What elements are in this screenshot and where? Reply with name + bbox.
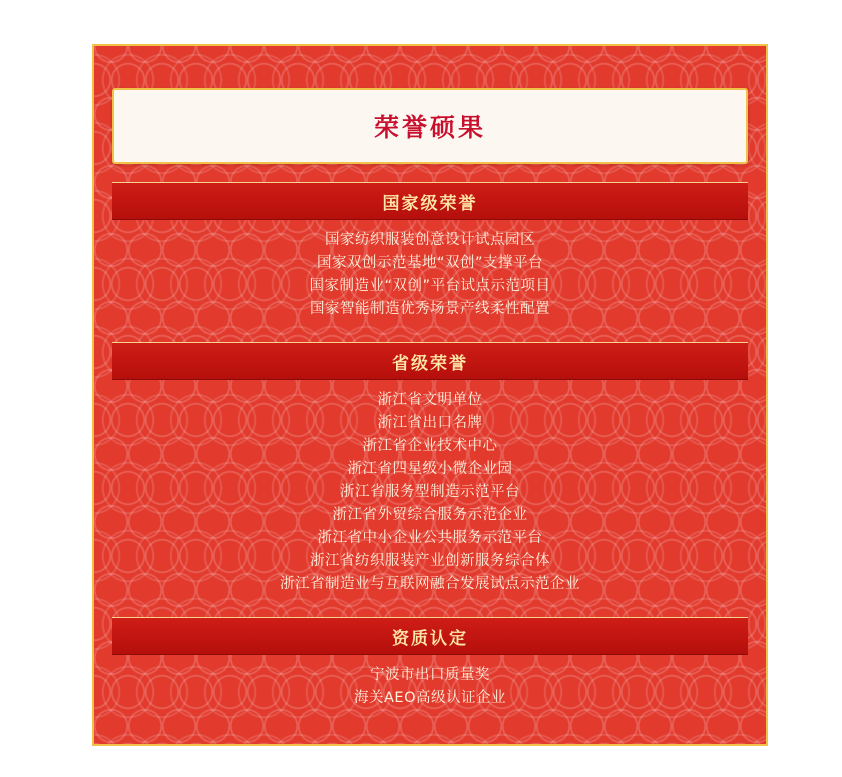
- section-national-honors: [112, 182, 748, 328]
- section-body: [112, 380, 748, 603]
- list-item: 宁波市出口质量奖: [370, 667, 490, 683]
- section-qualification-certification: [112, 617, 748, 717]
- list-item: 浙江省外贸综合服务示范企业: [332, 507, 528, 523]
- section-header: [112, 342, 748, 380]
- list-item: 海关AEO高级认证企业: [354, 690, 506, 706]
- list-item: 国家纺织服装创意设计试点园区: [325, 232, 535, 248]
- section-title: 省级荣誉: [392, 353, 468, 374]
- section-title: 资质认定: [392, 628, 468, 649]
- list-item: 浙江省四星级小微企业园: [347, 461, 513, 477]
- poster-title-card: [112, 88, 748, 164]
- list-item: 浙江省中小企业公共服务示范平台: [317, 530, 543, 546]
- page-title: 荣誉硕果: [373, 113, 486, 142]
- section-provincial-honors: [112, 342, 748, 603]
- section-body: [112, 655, 748, 717]
- list-item: 国家制造业“双创”平台试点示范项目: [309, 278, 551, 294]
- section-header: [112, 617, 748, 655]
- section-header: [112, 182, 748, 220]
- list-item: 国家智能制造优秀场景产线柔性配置: [310, 301, 550, 317]
- section-body: [112, 220, 748, 328]
- list-item: 浙江省文明单位: [377, 392, 483, 408]
- honors-poster: [92, 44, 768, 746]
- list-item: 浙江省纺织服装产业创新服务综合体: [310, 553, 550, 569]
- list-item: 国家双创示范基地“双创”支撑平台: [316, 255, 544, 271]
- list-item: 浙江省制造业与互联网融合发展试点示范企业: [280, 576, 580, 592]
- list-item: 浙江省企业技术中心: [362, 438, 498, 454]
- list-item: 浙江省服务型制造示范平台: [340, 484, 520, 500]
- poster-bottom-spacer: [104, 731, 756, 737]
- section-title: 国家级荣誉: [382, 193, 478, 214]
- list-item: 浙江省出口名牌: [377, 415, 483, 431]
